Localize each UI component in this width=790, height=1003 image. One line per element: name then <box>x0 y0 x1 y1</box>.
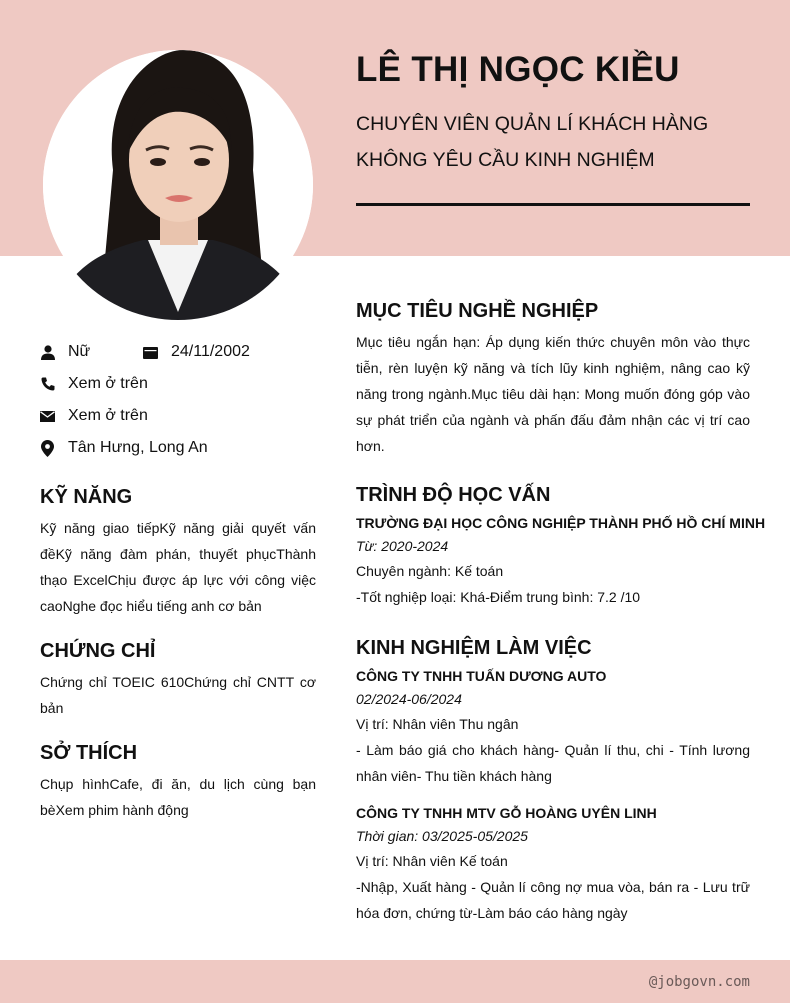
hobbies-title: SỞ THÍCH <box>40 742 138 764</box>
gender-value: Nữ <box>68 343 91 360</box>
contact-info <box>40 336 330 464</box>
job-title-line-2: KHÔNG YÊU CẦU KINH NGHIỆM <box>356 149 655 171</box>
gender-birthday-row <box>40 336 330 368</box>
hobbies-text: Chụp hìnhCafe, đi ăn, du lịch cùng bạn bèXem phim hành động <box>40 776 316 818</box>
profile-photo <box>43 50 313 320</box>
location-pin-icon <box>40 441 55 456</box>
email-row <box>40 400 330 432</box>
job-description: -Nhập, Xuất hàng - Quản lí công nợ mua vòa, bán ra - Lưu trữ hóa đơn, chứng từ-Làm báo cáo hàng ngày <box>356 879 750 921</box>
experience-title: KINH NGHIỆM LÀM VIỆC <box>356 637 592 659</box>
certificates-title: CHỨNG CHỈ <box>40 640 156 662</box>
phone-icon <box>40 377 55 392</box>
company-name: CÔNG TY TNHH MTV GỖ HOÀNG UYÊN LINH <box>356 805 657 821</box>
certificates-section <box>40 640 316 721</box>
header-divider <box>356 203 750 206</box>
job-period: 02/2024-06/2024 <box>356 691 462 707</box>
education-title: TRÌNH ĐỘ HỌC VẤN <box>356 484 551 506</box>
education-grade: -Tốt nghiệp loại: Khá-Điểm trung bình: 7.2 /10 <box>356 589 641 605</box>
phone-value: Xem ở trên <box>68 375 148 392</box>
education-major: Chuyên ngành: Kế toán <box>356 563 504 579</box>
envelope-icon <box>40 409 55 424</box>
job-description: - Làm báo giá cho khách hàng- Quản lí thu, chi - Tính lương nhân viên- Thu tiền khách hàng <box>356 742 750 784</box>
calendar-icon <box>143 345 158 360</box>
company-name: CÔNG TY TNHH TUẤN DƯƠNG AUTO <box>356 668 607 684</box>
job-title <box>356 106 708 178</box>
person-icon <box>40 345 55 360</box>
job-entry <box>356 664 750 789</box>
work-experience-section <box>356 637 750 926</box>
footer-brand: @jobgovn.com <box>648 974 750 990</box>
skills-text: Kỹ năng giao tiếpKỹ năng giải quyết vấn đềKỹ năng đàm phán, thuyết phụcThành thạo ExcelChịu được áp lực với công việc caoNghe đọc hiểu tiếng anh cơ bản <box>40 520 316 614</box>
job-position: Vị trí: Nhân viên Kế toán <box>356 853 508 869</box>
email-value: Xem ở trên <box>68 407 148 424</box>
birthday-value: 24/11/2002 <box>171 343 250 360</box>
address-value: Tân Hưng, Long An <box>68 439 208 456</box>
hobbies-section <box>40 742 316 823</box>
job-period: Thời gian: 03/2025-05/2025 <box>356 828 528 844</box>
education-section <box>356 484 766 610</box>
phone-row <box>40 368 330 400</box>
education-period: Từ: 2020-2024 <box>356 538 449 554</box>
objective-title: MỤC TIÊU NGHỀ NGHIỆP <box>356 300 599 322</box>
job-title-line-1: CHUYÊN VIÊN QUẢN LÍ KHÁCH HÀNG <box>356 113 709 135</box>
job-entry <box>356 801 750 926</box>
skills-section <box>40 486 316 619</box>
school-name: TRƯỜNG ĐẠI HỌC CÔNG NGHIỆP THÀNH PHỐ HỒ CHÍ MINH <box>356 515 766 531</box>
address-row <box>40 432 330 464</box>
career-objective-section <box>356 300 750 459</box>
candidate-name: LÊ THỊ NGỌC KIỀU <box>356 50 680 89</box>
job-position: Vị trí: Nhân viên Thu ngân <box>356 716 519 732</box>
objective-text: Mục tiêu ngắn hạn: Áp dụng kiến thức chuyên môn vào thực tiễn, rèn luyện kỹ năng và tích lũy kinh nghiệm, nâng cao kỹ năng trong ngành.Mục tiêu dài hạn: Mong muốn đóng góp vào sự phát triển của ngành và phấn đấu đảm nhận các vị trí cao hơn. <box>356 334 750 454</box>
certificates-text: Chứng chỉ TOEIC 610Chứng chỉ CNTT cơ bản <box>40 674 316 716</box>
skills-title: KỸ NĂNG <box>40 486 133 508</box>
